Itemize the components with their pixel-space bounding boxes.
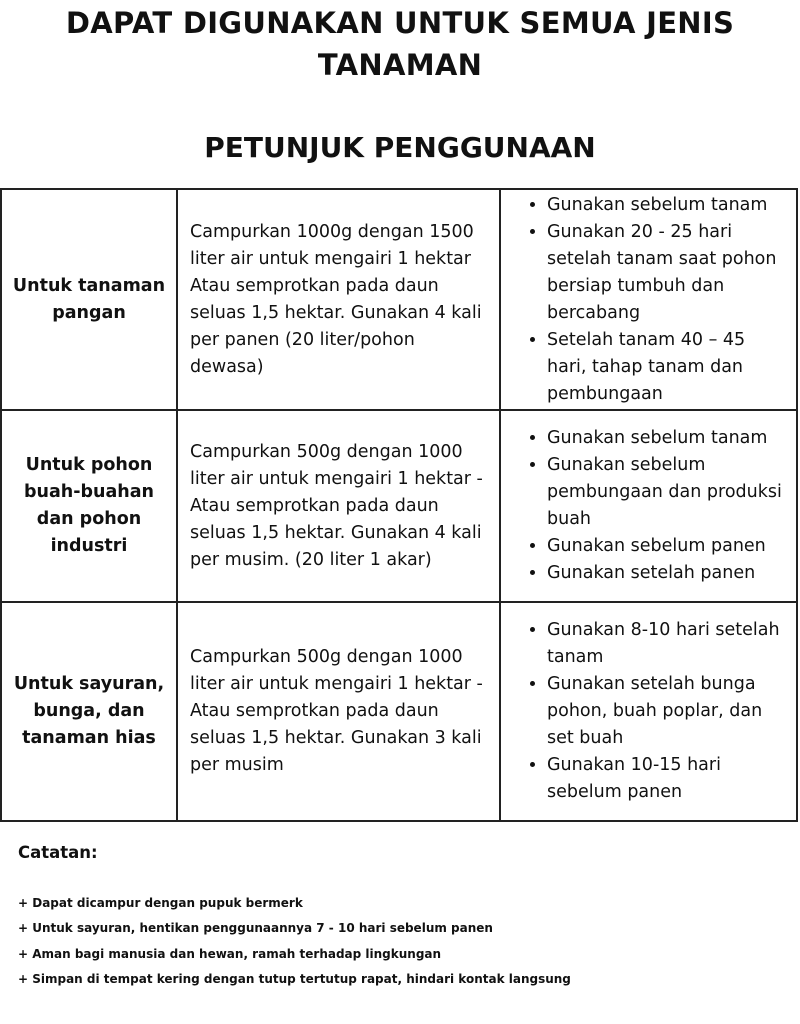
note-item: + Untuk sayuran, hentikan penggunaannya 7 - 10 hari sebelum panen [18, 921, 493, 935]
list-item: • Gunakan sebelum tanam [547, 192, 784, 219]
list-item: • Gunakan sebelum panen [547, 533, 784, 560]
list-item: • Gunakan setelah bunga pohon, buah poplar, dan set buah [547, 671, 784, 752]
list-item: • Gunakan 8-10 hari setelah tanam [547, 617, 784, 671]
notes-title: Catatan: [18, 843, 98, 862]
section-title: PETUNJUK PENGGUNAAN [204, 131, 596, 164]
list-item: • Setelah tanam 40 – 45 hari, tahap tanam dan pembungaan [547, 327, 784, 408]
list-item: • Gunakan 20 - 25 hari setelah tanam saat pohon bersiap tumbuh dan bercabang [547, 219, 784, 327]
instructions-cell: Campurkan 1000g dengan 1500 liter air untuk mengairi 1 hektar Atau semprotkan pada daun seluas 1,5 hektar. Gunakan 4 kali per panen (20 liter/pohon dewasa) [177, 189, 500, 410]
table-row [1, 602, 797, 821]
steps-list [527, 617, 784, 806]
list-item: • Gunakan 10-15 hari sebelum panen [547, 752, 784, 806]
category-cell: Untuk sayuran, bunga, dan tanaman hias [1, 602, 177, 821]
note-item: + Aman bagi manusia dan hewan, ramah terhadap lingkungan [18, 946, 442, 961]
note-item: + Simpan di tempat kering dengan tutup tertutup rapat, hindari kontak langsung [18, 972, 571, 986]
category-cell: Untuk tanaman pangan [1, 189, 177, 410]
note-item: + Dapat dicampur dengan pupuk bermerk [18, 895, 303, 910]
steps-cell [500, 189, 797, 410]
usage-table [0, 188, 798, 822]
list-item: • Gunakan sebelum tanam [547, 425, 784, 452]
instructions-cell: Campurkan 500g dengan 1000 liter air untuk mengairi 1 hektar - Atau semprotkan pada daun seluas 1,5 hektar. Gunakan 3 kali per musim [177, 602, 500, 821]
table-row [1, 410, 797, 602]
list-item: • Gunakan setelah panen [547, 560, 784, 587]
instructions-cell: Campurkan 500g dengan 1000 liter air untuk mengairi 1 hektar - Atau semprotkan pada daun seluas 1,5 hektar. Gunakan 4 kali per musim. (20 liter 1 akar) [177, 410, 500, 602]
list-item: • Gunakan sebelum pembungaan dan produksi buah [547, 452, 784, 533]
table-row [1, 189, 797, 410]
notes-section [18, 840, 798, 993]
page-title: DAPAT DIGUNAKAN UNTUK SEMUA JENIS TANAMAN [65, 6, 735, 82]
steps-list [527, 425, 784, 587]
steps-cell [500, 410, 797, 602]
steps-cell [500, 602, 797, 821]
category-cell: Untuk pohon buah-buahan dan pohon industri [1, 410, 177, 602]
steps-list [527, 192, 784, 408]
